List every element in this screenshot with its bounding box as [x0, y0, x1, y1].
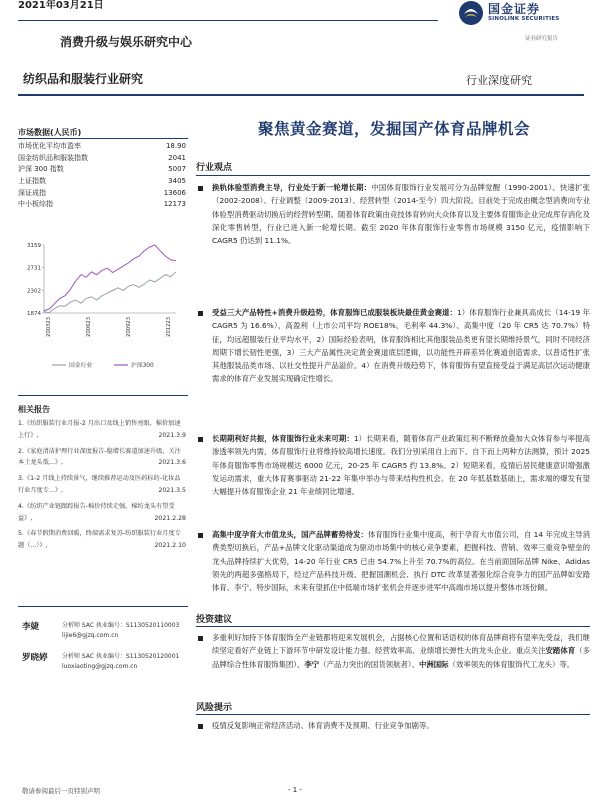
chart-x-tick-label: 200323	[46, 317, 52, 337]
invest-company-2: 李宁	[304, 659, 320, 669]
invest-text-3: （产品力突出的国货领航者）、	[319, 659, 419, 669]
view-4-lead: 高集中度孕育大市值龙头，国产品牌蓄势待发：	[212, 530, 368, 539]
related-report-date: 2021.2.10	[154, 542, 186, 550]
market-value: 2041	[168, 153, 186, 162]
analyst-name: 罗晓婷	[22, 653, 48, 663]
market-label: 中小板综指	[18, 200, 53, 209]
related-report-text: 5.《春节假期消费回暖，终端需求复苏-纺织服装行业月度专题（...）》,	[18, 530, 181, 550]
chart-series-line	[44, 245, 176, 311]
risk-paragraph: 疫情反复影响正常经济活动、体育消费不及预期、行业竞争加剧等。	[212, 721, 434, 730]
related-report-item[interactable]	[18, 528, 186, 552]
market-value: 13606	[163, 188, 186, 197]
market-row	[18, 188, 186, 200]
footer-disclaimer: 敬请参阅最后一页特别声明	[22, 787, 100, 795]
chart-y-tick-label: 3159	[27, 243, 41, 249]
invest-company-1: 安踏体育	[545, 646, 576, 656]
invest-text-1: 多重利好加持下体育服饰全产业链都将迎来发展机会，占据核心位置和话语权的体育品牌商将有望率先受益，我们继续坚定看好产业链上下游环节中研发设计能力强、经营效率高、业绩增长弹性大的龙头企业。重点关注	[212, 633, 590, 656]
chart-legend-label: 国金行业	[69, 363, 93, 369]
view-3-lead: 长期期利好共振，体育服饰行业未来可期：	[212, 434, 354, 443]
view-4-body: 体育服饰行业集中度高，利于孕育大市值公司，自 14 年完成主导消费类型切换后，产品+品牌文化驱动渠道成为驱动市场集中的核心竞争要素，把握科技、营销、效率三重竞争壁垒的龙头品牌持续扩大优势，14-20 年行业 CR5 已由 54.7%上升至 70.7%的高位。在当前面国际品牌 Nike、Adidas 领先的两超多强格局下，经过产品科技升级、把握国潮机会、执行 DTC 改革显著强化综合竞争力的国产品牌如安踏体育、李宁、特步国际，未来有望抓住中低端市场扩张机会并逐步进军中高端市场以提升整体市场份额。	[212, 530, 590, 593]
market-row	[18, 164, 186, 176]
view-3-body: 1）长期来看，随着体育产业政策红利不断释放叠加大众体育参与率提高渗透率领先内需，体育服饰行业将维持较高增长速度。我们分别采用自上而下、自下而上两种方法测算，预计 2025 年体育服饰零售市场规模达 6000 亿元，20-25 年 CAGR5 约 13.8%。2）短期来看，疫情后居民健康意识增强激发运动需求，重大体育赛事驱动 21-22 年集中举办与带来结构性机会。在 20 年低基数基础上，需求端的爆发有望大幅提升体育服饰企业 21 年业绩同比增速。	[212, 434, 590, 497]
related-reports-list	[18, 418, 186, 556]
report-type: 行业深度研究	[466, 74, 532, 87]
related-report-item[interactable]	[18, 501, 186, 525]
section-rule	[196, 175, 590, 176]
related-report-text: 3.《1-2 月线上持续景气，继续推荐运动及医药标的-化妆品行业月度专...》,	[18, 475, 181, 494]
chart-y-tick-label: 1874	[27, 311, 41, 317]
related-report-date: 2021.3.5	[158, 486, 186, 494]
section-rule	[196, 626, 590, 627]
bullet-icon	[198, 533, 203, 538]
logo-en-text: SINOLINK SECURITIES	[488, 16, 560, 22]
market-value: 3405	[168, 177, 186, 186]
view-2-lead: 受益三大产品特性+消费升级趋势，体育服饰已成服装板块最佳黄金赛道：	[212, 308, 457, 317]
header-top-rule	[18, 20, 438, 21]
report-date: 2021年03月21日	[18, 0, 104, 11]
view-paragraph-2	[212, 306, 590, 386]
related-report-item[interactable]	[18, 446, 186, 470]
view-2-body: 1）体育服饰行业兼具高成长（14-19 年 CAGR5 为 16.6%）、高盈利（上市公司平均 ROE18%、毛利率 44.3%）、高集中度（20 年 CR5 达 70.7%）特征，均远超服装行业平均水平，2）国际经验表明，体育服饰相比其他服装品类更有望长期维持景气，同时不同经济周期下增长韧性更强，3）三大产品属性决定黄金赛道底层逻辑，以功能性开辟差异化赛道创造需求、以普适性扩张其他服装品类市场、以社交性提升产品溢价。4）在消费升级趋势下，体育服饰有望直接受益于满足高层次运动健康需求的体育产业发展实现确定性增长。	[212, 308, 590, 384]
view-1-lead: 换轨体验型消费主导，行业处于新一轮增长期：	[212, 183, 372, 192]
sinolink-logo-icon	[458, 0, 484, 26]
bullet-icon	[198, 311, 203, 316]
related-bottom-rule	[18, 606, 188, 607]
market-row	[18, 141, 186, 153]
chart-x-tick-label: 201223	[166, 317, 172, 337]
invest-text-2: （多品牌综合性体育服饰集团）、	[212, 646, 590, 669]
view-paragraph-1	[212, 181, 590, 247]
related-report-date: 2021.3.6	[158, 459, 186, 467]
section-heading-views: 行业观点	[196, 163, 233, 173]
related-report-item[interactable]	[18, 418, 186, 442]
analyst-cert: 分析师 SAC 执业编号：S1130520120001	[62, 653, 180, 660]
market-data-table	[18, 141, 186, 211]
sidebar-rule	[18, 138, 188, 139]
market-label: 深证成指	[18, 188, 46, 197]
related-report-text: 1.《纺织服装行业月报-2 月出口及线上销售亮眼，棉价加速上行》,	[18, 420, 181, 439]
analyst-cert: 分析师 SAC 执业编号：S1130520110003	[62, 622, 180, 629]
view-paragraph-4	[212, 528, 590, 594]
chart-y-tick-label: 2731	[27, 265, 41, 272]
industry-name: 纺织品和服装行业研究	[23, 72, 144, 86]
chart-x-tick-label: 200623	[86, 317, 92, 337]
chart-x-tick-label: 200923	[126, 317, 132, 337]
view-1-body: 中国体育服饰行业发展可分为品牌觉醒（1990-2001）、快速扩张（2002-2008）、行业调整（2009-2013）、经营转型（2014-至今）四大阶段。目前处于完成由概念型消费向专业体验型消费驱动切换后的经营转型期。随着体育政策由竞技体育转向大众体育以及主要体育服饰企业完成库存消化及深化零售转型，行业已进入新一轮增长期。截至 2020 年体育服饰行业零售市场规模 3150 亿元，疫情影响下 CAGR5 仍达到 11.1%。	[212, 183, 590, 246]
index-line-chart	[16, 241, 188, 381]
research-center: 消费升级与娱乐研究中心	[60, 35, 193, 49]
chart-legend-label: 沪深300	[131, 363, 154, 369]
market-data-heading: 市场数据(人民币)	[18, 128, 82, 137]
related-report-text: 2.《家庭清洁护理行业深度报告-稳增长赛道加速升级，关注本土龙头低...》,	[18, 447, 181, 467]
section-heading-risk: 风险提示	[196, 703, 233, 713]
market-value: 12173	[163, 200, 186, 209]
chart-series-line	[44, 272, 176, 313]
bullet-icon	[198, 636, 203, 641]
market-label: 上证指数	[18, 177, 46, 186]
report-title: 聚焦黄金赛道，发掘国产体育品牌机会	[257, 119, 530, 138]
bullet-icon	[198, 186, 203, 191]
view-paragraph-3	[212, 432, 590, 498]
invest-paragraph	[212, 631, 590, 671]
section-heading-invest: 投资建议	[196, 615, 233, 625]
analyst-email[interactable]: lijie6@gjzq.com.cn	[62, 632, 119, 639]
market-value: 18.90	[165, 142, 186, 150]
related-report-text: 4.《纺织产业链跟踪报告-棉价持续走强，棉纺龙头有望受益》,	[18, 502, 175, 522]
market-label: 市场优化平均市盈率	[18, 142, 81, 150]
section-rule	[196, 714, 590, 715]
related-report-item[interactable]	[18, 473, 186, 497]
page-number: - 1 -	[288, 786, 302, 794]
analyst-email[interactable]: luoxiaoting@gjzq.com.cn	[62, 663, 138, 670]
related-report-date: 2021.3.9	[158, 431, 186, 439]
market-row	[18, 176, 186, 188]
related-report-date: 2021.2.28	[154, 514, 186, 522]
market-value: 5007	[168, 165, 186, 174]
chart-bottom-rule	[18, 395, 188, 396]
market-label: 沪深 300 指数	[18, 165, 64, 174]
logo-cn-text: 国金证券	[488, 2, 541, 16]
market-row	[18, 153, 186, 165]
invest-text-4: （效率领先的体育服饰代工龙头）等。	[448, 659, 575, 669]
sinolink-logo	[458, 0, 588, 32]
analyst-name: 李婕	[22, 622, 40, 632]
invest-company-3: 中洲国际	[418, 659, 449, 669]
bullet-icon	[198, 724, 203, 729]
header-divider	[18, 94, 584, 96]
market-row	[18, 199, 186, 211]
bullet-icon	[198, 437, 203, 442]
market-label: 国金纺织品和服装指数	[18, 153, 88, 162]
related-reports-heading: 相关报告	[18, 405, 50, 414]
logo-subtitle: 证券研究报告	[525, 36, 559, 42]
chart-y-tick-label: 2302	[27, 288, 41, 295]
